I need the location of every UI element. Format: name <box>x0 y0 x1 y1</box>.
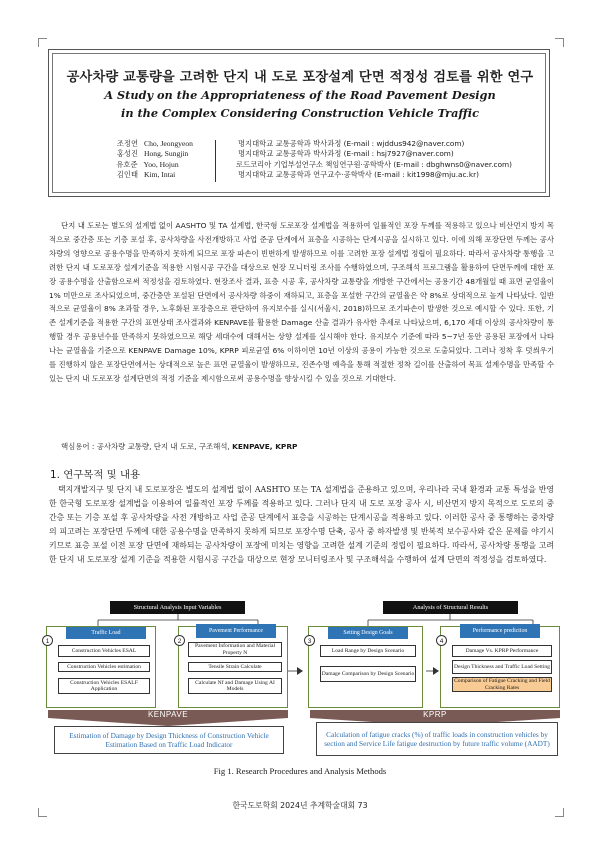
author-row <box>112 139 512 149</box>
body-paragraph: 택지개발지구 및 단지 내 도로포장은 별도의 설계법 없이 AASHTO 또는 TA 설계법을 준용하고 있으며, 우리나라 국내 환경과 교통 특성을 반영한 한국형 도로포장 설계법을 이용하여 일률적인 포장 두께를 적용하고 있다. 그러나 단지 내 도로 포장 공사 시, 비산먼지 방지 목적으로 도로의 중간층 또는 기층 포설 후 공사차량을 사전 개방하고 사업 준공 단계에서 표층을 시공하는 단계시공을 적용하고 있다. 이러한 공사 중 통행하는 중차량의 피고려는 포장단면 두께에 대한 공용수명을 만족하지 못하게 되므로 포장수명 단축, 공사 중 하자발생 및 반복적 보수공사와 같은 문제를 야기시키므로 표층 포설 이전 포장 단면에 재하되는 공사차량이 포장에 미치는 영향을 고려한 설계 기준의 정립이 필요하다. 따라서, 공사차량 통행을 고려한 단지 내 도로포장 설계 기준을 적용한 시험시공 구간을 대상으로 현장 모니터링조사 및 구조해석을 수행하여 설계 단면의 적정성을 검토하였다. <box>49 485 554 565</box>
step-title: Setting Design Goals <box>328 627 408 639</box>
title-korean: 공사차량 교통량을 고려한 단지 내 도로 포장설계 단면 적정성 검토를 위한 연구 <box>66 70 534 85</box>
process-box: Load Range by Design Scenario <box>320 645 416 657</box>
step-number: 3 <box>304 635 315 646</box>
author-name-en: Cho, Jeongyeon <box>144 139 193 148</box>
author-name-en: Kim, Intai <box>144 169 176 179</box>
process-box: Construction Vehicles estimation <box>58 662 150 672</box>
author-name-ko: 조정연 <box>116 139 138 148</box>
abstract <box>49 219 554 386</box>
band-kenpave: KENPAVE <box>147 710 189 719</box>
process-box: Construction Vehicles ESALF Application <box>58 678 150 694</box>
step-title: Pavement Performance <box>196 624 276 638</box>
result-right: Calculation of fatigue cracks (%) of traffic loads in construction vehicles by section and Service Life fatigue destruction by future traffic volume (AADT) <box>316 722 558 756</box>
step-title: Performance prediction <box>460 624 540 638</box>
author-affiliation: 명지대학교 교통공학과 박사과정 (E-mail : wjddus942@naver.com) <box>238 139 465 148</box>
keywords <box>61 441 297 452</box>
figure-research-procedure <box>38 596 568 764</box>
band-kprp: KPRP <box>423 710 447 719</box>
figure-left-header: Structural Analysis Input Variables <box>110 601 245 614</box>
process-box: Damage Vs. KPRP Performance <box>452 645 552 657</box>
figure-right-header: Analysis of Structural Results <box>383 601 518 614</box>
process-box: Design Thickness and Traffic Load Setting <box>452 660 552 674</box>
step-number: 2 <box>174 635 185 646</box>
page-footer: 한국도로학회 2024년 추계학술대회 73 <box>232 801 368 810</box>
author-name-ko: 홍성진 <box>116 149 138 159</box>
crop-mark-top-right <box>555 38 564 47</box>
keywords-text: 공사차량 교통량, 단지 내 도로, 구조해석, <box>96 442 233 451</box>
process-box: Pavement Information and Material Property N <box>188 642 282 657</box>
result-left: Estimation of Damage by Design Thickness of Construction Vehicle Estimation Based on Traffic Load Indicator <box>54 726 284 754</box>
author-affiliation: 로드코리아 기업부설연구소 책임연구원·공학박사 (E-mail : dbghwns0@naver.com) <box>236 159 512 169</box>
process-box: Calculate Nf and Damage Using AI Models <box>188 678 282 694</box>
author-name-ko: 유호준 <box>116 159 138 169</box>
section-heading: 1. 연구목적 및 내용 <box>50 469 141 481</box>
figure-caption: Fig 1. Research Procedures and Analysis Methods <box>213 766 387 776</box>
crop-mark-top-left <box>38 38 47 47</box>
process-box: Tensile Strain Calculate <box>188 662 282 672</box>
author-affiliation: 명지대학교 교통공학과 박사과정 (E-mail : hsj7927@naver.com) <box>238 149 454 159</box>
process-box: Construction Vehicles ESAL <box>58 645 150 657</box>
process-box: Damage Comparison by Design Scenario <box>320 666 416 682</box>
author-name-en: Hong, Sungjin <box>144 149 189 159</box>
author-row <box>112 160 512 170</box>
step-number: 1 <box>42 635 53 646</box>
title-english-line2: in the Complex Considering Construction Vehicle Traffic <box>121 106 479 120</box>
title-english-line1: A Study on the Appropriateness of the Road Pavement Design <box>104 88 496 102</box>
step-number: 4 <box>436 635 447 646</box>
author-row <box>112 170 512 180</box>
abstract-text: 단지 내 도로는 별도의 설계법 없이 AASHTO 및 TA 설계법, 한국형 도로포장 설계법을 적용하여 일률적인 포장 두께를 적용하고 있으나 비산먼지 방지 목적으로 중간층 또는 기층 포설 후, 공사차량을 사전개방하고 사업 준공 단계에서 표층을 시공하는 단계시공을 실시하고 있다. 이에 의해 포장단면 두께는 공사차량의 영향으로 공용수명을 만족하지 못하게 되므로 포장 파손이 빈번하게 발생하므로 이를 고려한 포장 설계법 정립이 필요하다. 따라서 공사차량 통행을 고려한 단지 내 도로포장 설계기준을 적용한 시험시공 구간을 대상으로 현장 모니터링 조사를 수행하였으며, 구조해석 프로그램을 활용하여 단면두께에 대한 포장 공용수명을 산출함으로써 적정성을 검토하였다. 현장조사 결과, 표층 시공 후, 공사차량 교통량을 개방한 구간에서는 공용기간 48개월일 때 표면 균열율이 1% 미만으로 조사되었으며, 중간층만 포설된 단면에서 공사차량 하중이 재하되고, 표층을 포설한 구간의 균열율은 약 8%로 상대적으로 높게 나타났다. 일반적으로 균열율이 8% 초과할 경우, 노후화된 포장층으로 판단하여 유지보수를 실시(서울시, 2018)하므로 조기파손이 발생한 것으로 예시할 수 있다. 또한, 기존 설계기준을 적용한 구간의 표면상태 조사결과와 KENPAVE를 활용한 Damage 산출 결과가 유사한 추세로 나타났으며, 6,170 세대 이상의 공사차량이 통행할 경우 공용년수를 만족하지 못하였으므로 해당 세대수에 대해서는 상향 설계를 실시해야 한다. 유지보수 기준에 따라 5~7년 동안 공용된 포장에서 나타나는 균열율을 기준으로 KENPAVE Damage 10%, KPRP 피로균열 6% 이하이면 10년 이상의 공용이 가능한 것으로 도출되었다. 그러나 정착 후 덧씌우기를 진행하지 않은 포장단면에서는 상대적으로 높은 표면 균열율이 발생하므로, 진존수명 예측을 통해 적절한 정착 길이를 산출하여 목표 설계수명을 만족할 수 있는 단지 내 도로포장 설계단면의 적정 기준을 제시함으로써 공용수명을 향상시킬 수 있을 것으로 기대한다. <box>49 221 554 383</box>
step-title: Traffic Load <box>66 627 146 639</box>
author-list <box>112 139 512 180</box>
author-name-en: Yoo, Hojun <box>143 159 179 169</box>
author-name-ko: 김인태 <box>116 169 138 179</box>
author-row <box>112 149 512 159</box>
keywords-label: 핵심용어 : <box>61 442 97 451</box>
process-box-highlight: Comparison of Fatigue Cracking and Field Cracking Rates <box>452 677 552 692</box>
body-section <box>49 483 554 568</box>
keywords-bold: KENPAVE, KPRP <box>232 442 298 451</box>
author-affiliation: 명지대학교 교통공학과 연구교수·공학박사 (E-mail : kit1998@mju.ac.kr) <box>238 169 479 179</box>
